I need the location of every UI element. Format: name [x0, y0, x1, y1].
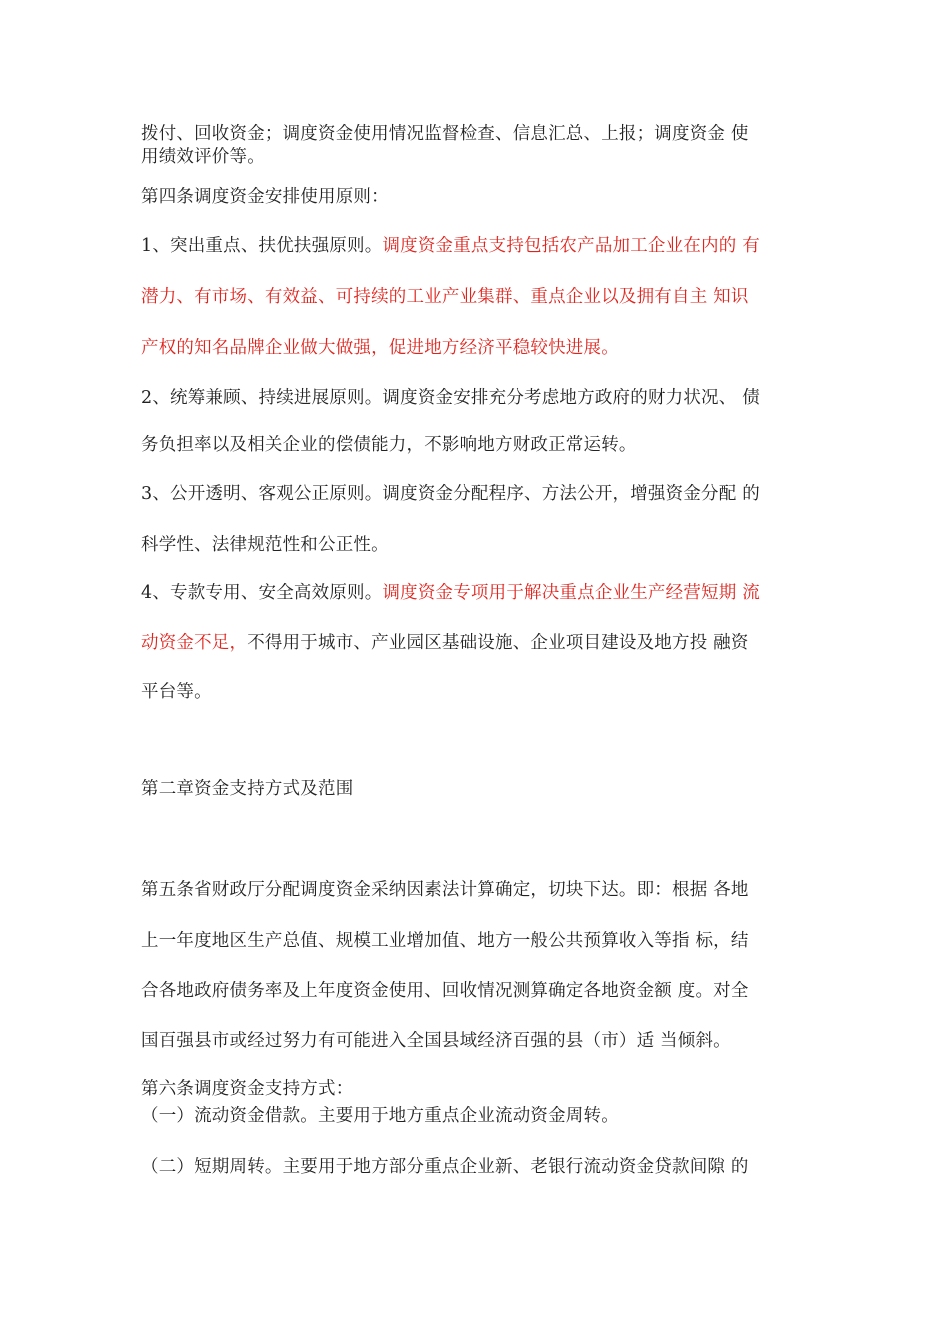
body-text: 4、专款专用、安全高效原则。: [141, 583, 383, 603]
body-text: 拨付、回收资金；调度资金使用情况监督检查、信息汇总、上报；调度资金 使: [141, 124, 749, 144]
highlighted-text: 产权的知名品牌企业做大做强，促进地方经济平稳较快进展。: [141, 338, 619, 358]
body-text: 合各地政府债务率及上年度资金使用、回收情况测算确定各地资金额 度。对全: [141, 981, 749, 1001]
body-text: （二）短期周转。主要用于地方部分重点企业新、老银行流动资金贷款间隙 的: [141, 1157, 749, 1177]
body-text: 用绩效评价等。: [141, 147, 265, 167]
text-line: [141, 386, 813, 410]
text-line: [141, 433, 813, 457]
text-line: [141, 122, 813, 146]
body-text: 第五条省财政厅分配调度资金采纳因素法计算确定，切块下达。即：根据 各地: [141, 880, 749, 900]
highlighted-text: 动资金不足，: [141, 633, 248, 653]
body-text: 科学性、法律规范性和公正性。: [141, 535, 389, 555]
text-line: [141, 979, 813, 1003]
body-text: 上一年度地区生产总值、规模工业增加值、地方一般公共预算收入等指 标，结: [141, 931, 749, 951]
text-line: [141, 680, 813, 704]
body-text: 务负担率以及相关企业的偿债能力，不影响地方财政正常运转。: [141, 435, 637, 455]
text-line: [141, 878, 813, 902]
highlighted-text: 调度资金重点支持包括农产品加工企业在内的 有: [382, 236, 760, 256]
text-line: [141, 234, 813, 258]
text-line: [141, 1104, 813, 1128]
text-line: [141, 185, 813, 209]
body-text: （一）流动资金借款。主要用于地方重点企业流动资金周转。: [141, 1106, 619, 1126]
text-line: [141, 777, 813, 801]
text-line: [141, 285, 813, 309]
text-line: [141, 533, 813, 557]
body-text: 国百强县市或经过努力有可能进入全国县域经济百强的县（市）适 当倾斜。: [141, 1031, 731, 1051]
body-text: 第六条调度资金支持方式：: [141, 1079, 354, 1099]
text-line: [141, 1077, 813, 1101]
text-line: [141, 581, 813, 605]
body-text: 1、突出重点、扶优扶强原则。: [141, 236, 383, 256]
body-text: 3、公开透明、客观公正原则。调度资金分配程序、方法公开，增强资金分配 的: [141, 484, 760, 504]
text-line: [141, 1155, 813, 1179]
text-line: [141, 336, 813, 360]
body-text: 不得用于城市、产业园区基础设施、企业项目建设及地方投 融资: [247, 633, 749, 653]
body-text: 第二章资金支持方式及范围: [141, 779, 354, 799]
text-line: [141, 929, 813, 953]
body-text: 平台等。: [141, 682, 212, 702]
highlighted-text: 潜力、有市场、有效益、可持续的工业产业集群、重点企业以及拥有自主 知识: [141, 287, 749, 307]
body-text: 2、统筹兼顾、持续进展原则。调度资金安排充分考虑地方政府的财力状况、 债: [141, 388, 760, 408]
text-line: [141, 482, 813, 506]
text-line: [141, 631, 813, 655]
highlighted-text: 调度资金专项用于解决重点企业生产经营短期 流: [382, 583, 760, 603]
body-text: 第四条调度资金安排使用原则：: [141, 187, 389, 207]
text-line: [141, 145, 813, 169]
text-line: [141, 1029, 813, 1053]
